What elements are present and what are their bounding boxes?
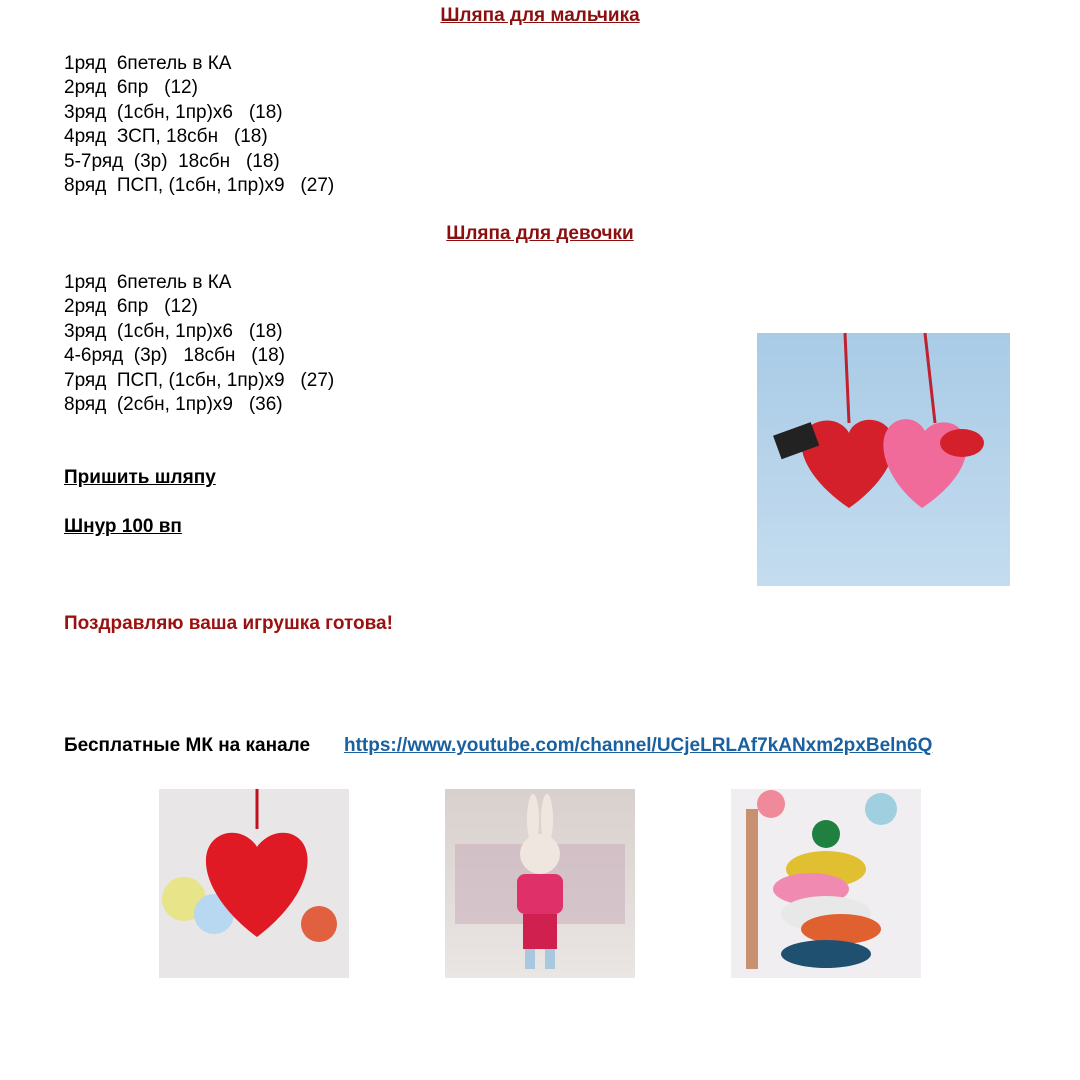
bunny-photo (445, 789, 635, 978)
girl-row-3: 3ряд (1сбн, 1пр)х6 (18) (64, 320, 283, 342)
channel-label: Бесплатные МК на канале (64, 735, 311, 756)
toy-tower-illustration (731, 789, 921, 978)
boy-hat-title: Шляпа для мальчика (440, 5, 640, 26)
girl-row-5: 7ряд ПСП, (1сбн, 1пр)х9 (27) (64, 369, 335, 391)
boy-row-3: 3ряд (1сбн, 1пр)х6 (18) (64, 101, 283, 123)
bunny-illustration (445, 789, 635, 978)
girl-row-1: 1ряд 6петель в КА (64, 272, 232, 293)
boy-row-4: 4ряд ЗСП, 18сбн (18) (64, 126, 268, 148)
red-heart-illustration (159, 789, 349, 978)
boy-row-2: 2ряд 6пр (12) (64, 77, 198, 99)
cord-heading: Шнур 100 вп (64, 516, 182, 537)
boy-row-6: 8ряд ПСП, (1сбн, 1пр)х9 (27) (64, 175, 335, 196)
toy-tower-photo (731, 789, 921, 978)
boy-row-1: 1ряд 6петель в КА (64, 53, 232, 74)
red-heart-photo (159, 789, 349, 978)
boy-row-5: 5-7ряд (3р) 18сбн (18) (64, 150, 280, 172)
girl-row-4: 4-6ряд (3р) 18сбн (18) (64, 345, 286, 367)
congrats-text: Поздравляю ваша игрушка готова! (64, 613, 393, 634)
youtube-link[interactable]: https://www.youtube.com/channel/UCjeLRLAf7kANxm2pxBeln6Q (344, 735, 933, 756)
girl-hat-title: Шляпа для девочки (446, 223, 634, 244)
hearts-illustration (757, 333, 1010, 586)
girl-row-2: 2ряд 6пр (12) (64, 296, 198, 318)
sew-hat-heading: Пришить шляпу (64, 467, 216, 488)
hearts-photo (757, 333, 1010, 586)
girl-row-6: 8ряд (2сбн, 1пр)х9 (36) (64, 394, 283, 415)
